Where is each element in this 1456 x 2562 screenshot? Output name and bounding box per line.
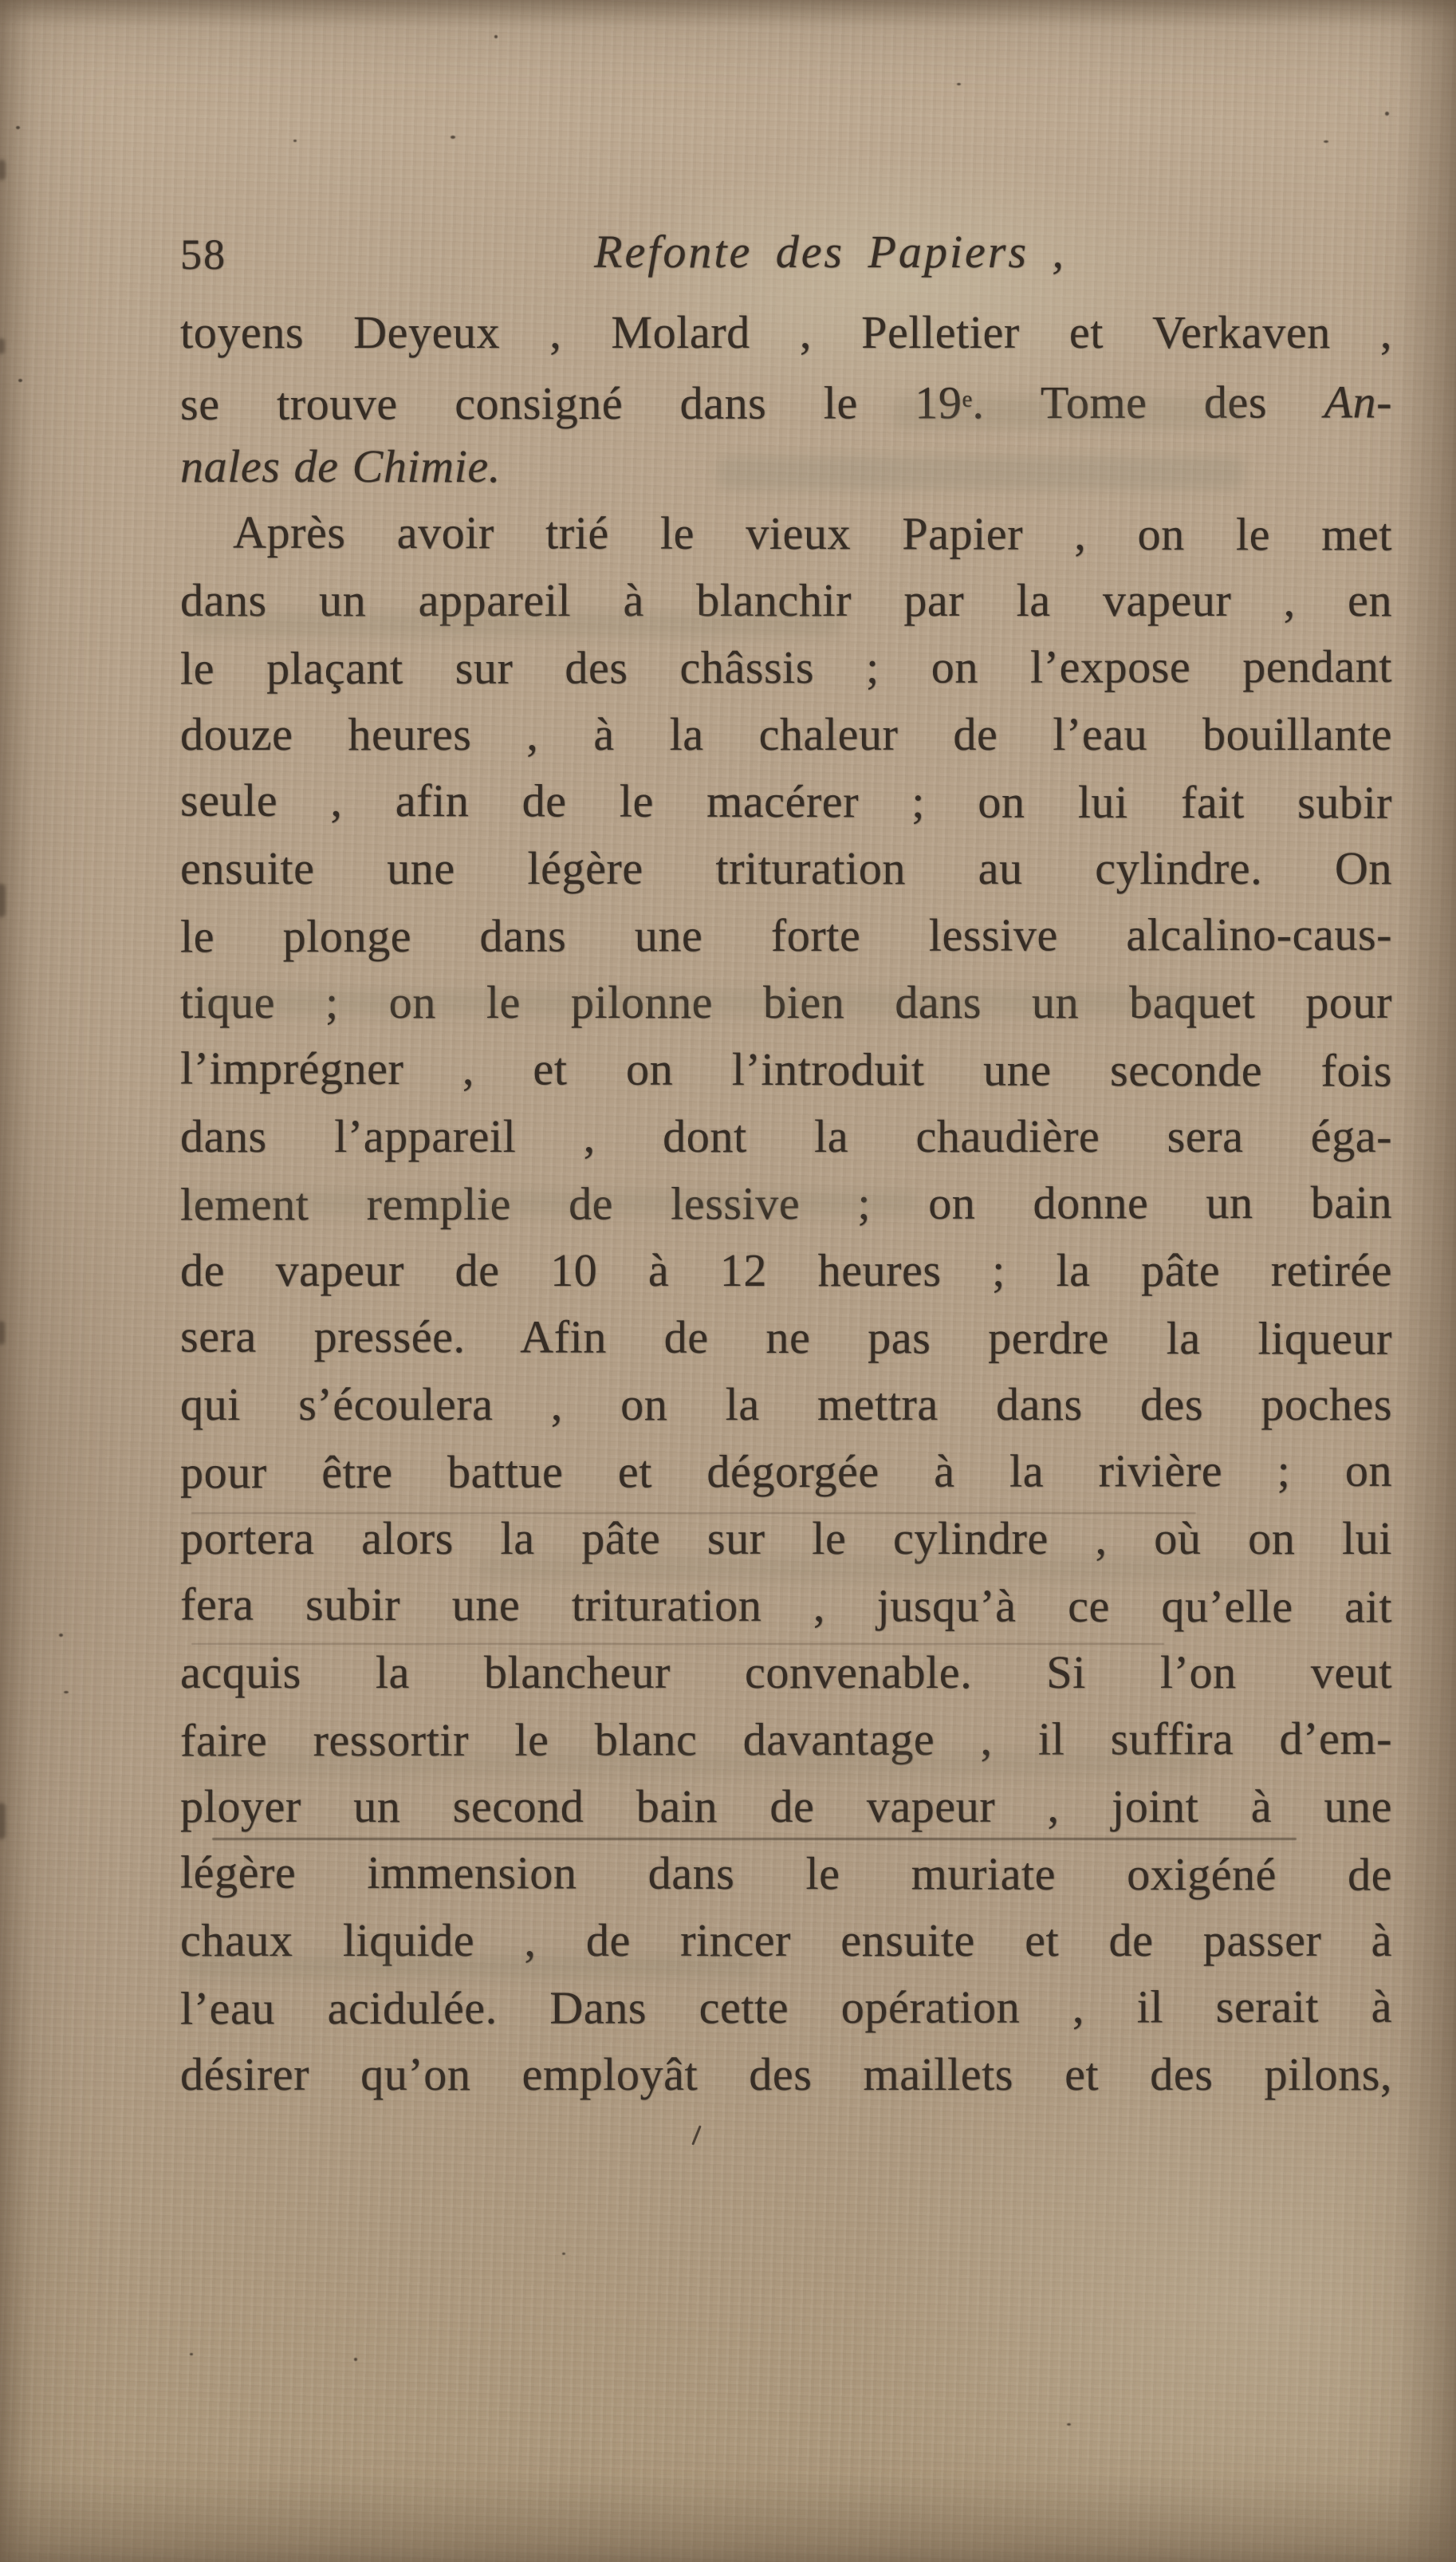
- text-line: Après avoir trié le vieux Papier , on le met: [232, 506, 1393, 561]
- page-number: 58: [180, 231, 226, 278]
- ink-rule: [191, 1512, 1196, 1514]
- page-header: [180, 225, 1392, 292]
- text-line: le plonge dans une forte lessive alcalino-caus-: [179, 908, 1393, 963]
- stray-ink-stroke: [691, 2125, 702, 2145]
- text-line: se trouve consigné dans le 19e. Tome des An-: [179, 376, 1393, 430]
- ink-speck: [354, 2358, 357, 2361]
- text-line: toyens Deyeux , Molard , Pelletier et Verkaven ,: [180, 306, 1392, 358]
- text-line: l’eau acidulée. Dans cette opération , il serait à: [179, 1980, 1393, 2035]
- text-line: le plaçant sur des châssis ; on l’expose pendant: [179, 640, 1393, 695]
- ink-speck: [18, 379, 22, 382]
- ink-speck: [451, 136, 455, 139]
- ghost-smudge: [893, 397, 1244, 429]
- text-line: pour être battue et dégorgée à la rivière ; on: [179, 1444, 1393, 1499]
- text-line: ployer un second bain de vapeur , joint à une: [180, 1780, 1392, 1832]
- text-line: douze heures , à la chaleur de l’eau bouillante: [180, 708, 1392, 760]
- ghost-smudge: [478, 1557, 1276, 1581]
- text-line: désirer qu’on employât des maillets et des pilons,: [180, 2048, 1392, 2100]
- ghost-smudge: [718, 456, 1244, 490]
- edge-mark: [0, 338, 5, 354]
- ghost-smudge: [185, 1752, 1206, 1776]
- text-line: légère immension dans le muriate oxigéné de: [179, 1846, 1393, 1901]
- edge-mark: [0, 160, 6, 180]
- text-line: faire ressortir le blanc davantage , il suffira d’em-: [179, 1712, 1393, 1767]
- text-line: sera pressée. Afin de ne pas perdre la liqueur: [179, 1310, 1393, 1365]
- text-line: qui s’écoulera , on la mettra dans des poches: [180, 1378, 1392, 1430]
- ink-speck: [1385, 112, 1389, 116]
- ink-speck: [1067, 2423, 1071, 2426]
- text-line: ensuite une légère trituration au cylindre. On: [180, 842, 1392, 894]
- text-line: dans un appareil à blanchir par la vapeur , en: [180, 574, 1392, 626]
- text-line: chaux liquide , de rincer ensuite et de passer à: [180, 1914, 1392, 1966]
- ghost-smudge: [185, 1192, 919, 1214]
- ink-speck: [1324, 140, 1328, 143]
- text-line: lement remplie de lessive ; on donne un bain: [179, 1176, 1393, 1231]
- text-line: dans l’appareil , dont la chaudière sera éga-: [180, 1110, 1392, 1162]
- edge-mark: [0, 1803, 6, 1839]
- ink-speck: [190, 2353, 193, 2355]
- edge-mark: [0, 884, 6, 917]
- text-line: tique ; on le pilonne bien dans un baquet pour: [180, 976, 1392, 1028]
- ink-speck: [16, 126, 20, 129]
- edge-mark: [0, 1321, 5, 1345]
- text-line: portera alors la pâte sur le cylindre , où on lui: [180, 1512, 1392, 1564]
- ink-rule: [191, 1643, 1164, 1645]
- text-line: seule , afin de le macérer ; on lui fait subir: [179, 774, 1393, 829]
- text-line: fera subir une trituration , jusqu’à ce qu’elle ait: [179, 1578, 1393, 1633]
- running-title: Refonte des Papiers ,: [594, 226, 1066, 278]
- text-line: de vapeur de 10 à 12 heures ; la pâte retirée: [180, 1244, 1392, 1296]
- text-line: l’imprégner , et on l’introduit une seconde fois: [179, 1042, 1393, 1097]
- ink-rule: [212, 1838, 1297, 1840]
- ghost-smudge: [185, 1956, 759, 1978]
- ink-speck: [64, 1691, 69, 1693]
- ink-speck: [494, 35, 498, 38]
- ink-speck: [562, 2253, 565, 2255]
- ink-speck: [957, 83, 961, 85]
- ink-speck: [59, 1634, 63, 1637]
- text-line: acquis la blancheur convenable. Si l’on veut: [180, 1646, 1392, 1698]
- text-line: nales de Chimie.: [180, 440, 501, 492]
- ghost-smudge: [187, 613, 841, 637]
- ghost-smudge: [185, 991, 1222, 1015]
- ink-speck: [293, 140, 297, 142]
